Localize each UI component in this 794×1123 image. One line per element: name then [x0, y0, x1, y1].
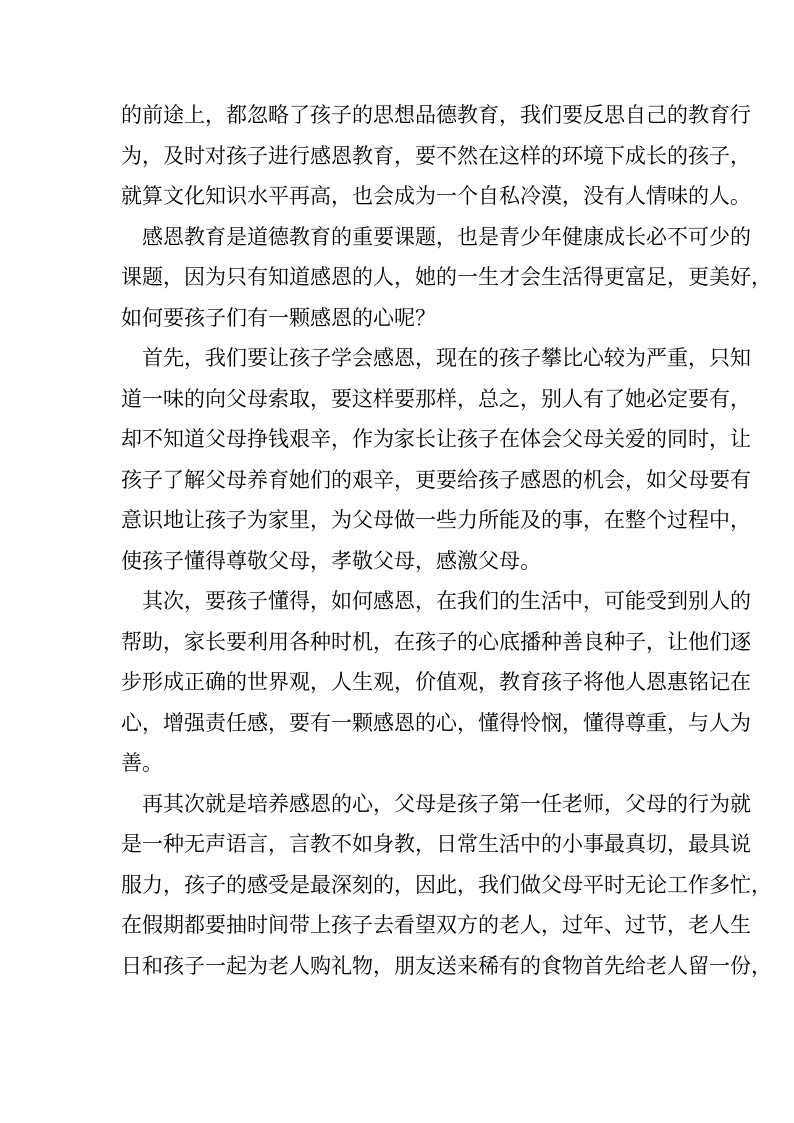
text-line: 课题，因为只有知道感恩的人，她的一生才会生活得更富足，更美好，: [121, 265, 772, 289]
text-line: 感恩教育是道德教育的重要课题，也是青少年健康成长必不可少的: [142, 224, 751, 249]
text-line: 首先，我们要让孩子学会感恩，现在的孩子攀比心较为严重，只知: [142, 346, 751, 370]
text-line: 道一味的向父母索取，要这样要那样，总之，别人有了她必定要有，: [121, 386, 751, 411]
text-line: 意识地让孩子为家里，为父母做一些力所能及的事，在整个过程中，: [121, 508, 751, 532]
text-line: 的前途上，都忽略了孩子的思想品德教育，我们要反思自己的教育行: [121, 103, 751, 127]
text-line: 再其次就是培养感恩的心，父母是孩子第一任老师，父母的行为就: [142, 791, 751, 816]
text-line: 为，及时对孩子进行感恩教育，要不然在这样的环境下成长的孩子，: [121, 143, 751, 168]
text-line: 帮助，家长要利用各种时机，在孩子的心底播种善良种子，让他们逐: [121, 629, 751, 654]
text-line: 孩子了解父母养育她们的艰辛，更要给孩子感恩的机会，如父母要有: [121, 467, 751, 492]
document-body: [121, 95, 772, 986]
text-line: 在假期都要抽时间带上孩子去看望双方的老人，过年、过节，老人生: [121, 913, 751, 937]
text-line: 使孩子懂得尊敬父母，孝敬父母，感激父母。: [121, 548, 541, 573]
paragraph: [121, 581, 751, 784]
text-line: 服力，孩子的感受是最深刻的，因此，我们做父母平时无论工作多忙，: [121, 872, 772, 897]
text-line: 善。: [121, 751, 163, 775]
paragraph: [121, 338, 751, 581]
text-line: 日和孩子一起为老人购礼物，朋友送来稀有的食物首先给老人留一份，: [121, 953, 772, 978]
paragraph: [121, 95, 751, 217]
text-line: 心，增强责任感，要有一颗感恩的心，懂得怜悯，懂得尊重，与人为: [121, 710, 751, 735]
text-line: 步形成正确的世界观，人生观，价值观，教育孩子将他人恩惠铭记在: [121, 670, 751, 694]
paragraph: [121, 217, 772, 339]
text-line: 就算文化知识水平再高，也会成为一个自私冷漠，没有人情味的人。: [121, 184, 751, 208]
text-line: 如何要孩子们有一颗感恩的心呢？: [121, 305, 436, 330]
text-line: 是一种无声语言，言教不如身教，日常生活中的小事最真切，最具说: [121, 832, 751, 856]
text-line: 其次，要孩子懂得，如何感恩，在我们的生活中，可能受到别人的: [142, 589, 751, 613]
paragraph: [121, 784, 772, 987]
text-line: 却不知道父母挣钱艰辛，作为家长让孩子在体会父母关爱的同时，让: [121, 427, 751, 451]
